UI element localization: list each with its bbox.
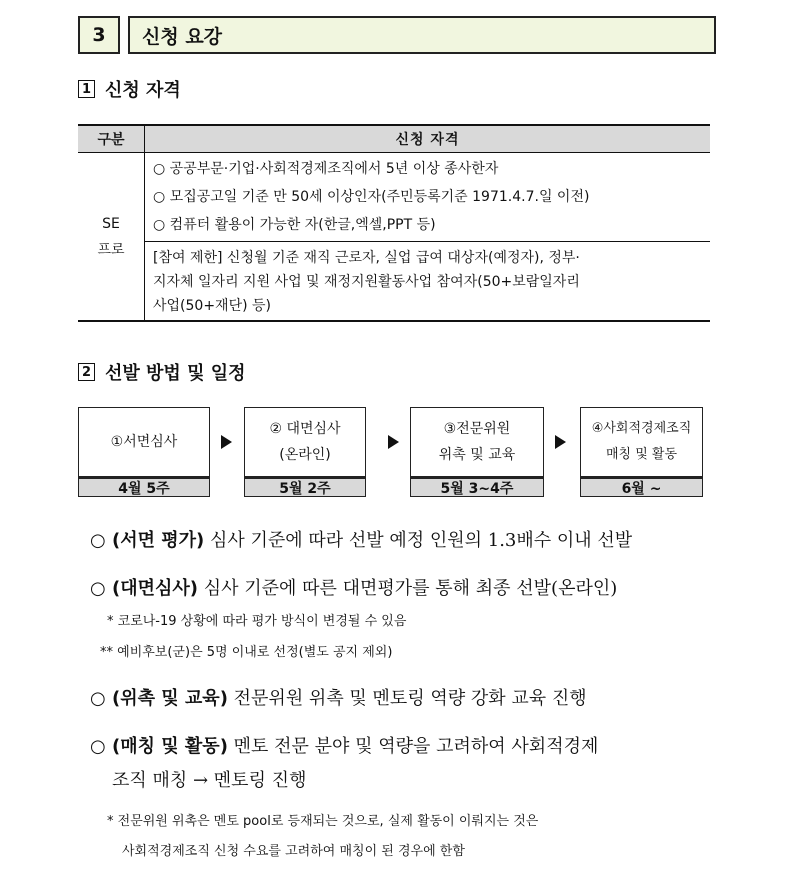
bullet-text: 심사 기준에 따른 대면평가를 통해 최종 선발(온라인) [198,578,618,599]
note-mentor-pool-line2: 사회적경제조직 신청 수요를 고려하여 매칭이 된 경우에 한함 [122,844,465,859]
flow-stage-interview [244,407,366,497]
subsection-number-2: 2 [78,363,95,381]
stage-date: 5월 3~4주 [410,477,544,497]
subsection-selection-heading [78,359,246,385]
bullet-appointment [90,684,587,710]
stage-sublabel: (온라인) [279,447,331,463]
flow-stage-matching [580,407,703,497]
condition-item: ○ 컴퓨터 활용이 가능한 자(한글,엑셀,PPT 등) [153,217,436,233]
restriction-line: [참여 제한] 신청월 기준 재직 근로자, 실업 급여 대상자(예정자), 정부· [153,250,580,266]
bullet-bold: (매칭 및 활동) [112,736,228,757]
flow-arrow-icon [221,435,232,449]
participation-restriction [145,241,710,320]
bullet-mark: ○ [90,530,106,551]
bullet-bold: (대면심사) [112,578,199,599]
section-title: 신청 요강 [128,16,716,54]
selection-flow [78,407,718,497]
note-mentor-pool-line1: * 전문위원 위촉은 멘토 pool로 등재되는 것으로, 실제 활동이 이뤄지는 것은 [107,814,539,829]
bullet-matching-continued: 조직 매칭 → 멘토링 진행 [112,770,307,791]
note-reserve-candidates: ** 예비후보(군)은 5명 이내로 선정(별도 공지 제외) [100,645,393,660]
table-header-row [78,124,710,153]
stage-date: 4월 5주 [78,477,210,497]
stage-label: ③전문위원 [443,421,511,437]
subsection-title-2: 선발 방법 및 일정 [105,363,246,384]
subsection-title-1: 신청 자격 [105,80,181,101]
qualification-table [78,124,710,322]
bullet-bold: (서면 평가) [112,530,205,551]
flow-stage-document-review [78,407,210,497]
condition-item: ○ 모집공고일 기준 만 50세 이상인자(주민등록기준 1971.4.7.일 이전) [153,189,590,205]
note-covid: * 코로나-19 상황에 따라 평가 방식이 변경될 수 있음 [107,614,407,629]
subsection-number-1: 1 [78,80,95,98]
bullet-mark: ○ [90,688,106,709]
restriction-line: 사업(50+재단) 등) [153,298,272,314]
bullet-text: 전문위원 위촉 및 멘토링 역량 강화 교육 진행 [227,688,587,709]
flow-arrow-icon [555,435,566,449]
bullet-text: 심사 기준에 따라 선발 예정 인원의 1.3배수 이내 선발 [204,530,633,551]
subsection-qualification-heading [78,76,181,102]
flow-arrow-icon [388,435,399,449]
table-qualification-cell [145,153,710,320]
bullet-text: 멘토 전문 분야 및 역량을 고려하여 사회적경제 [227,736,599,757]
section-header [78,16,718,56]
stage-sublabel: 위촉 및 교육 [438,447,516,463]
table-row [78,153,710,322]
table-header-category: 구분 [78,126,145,152]
bullet-document-review [90,526,632,552]
stage-date: 5월 2주 [244,477,366,497]
table-category-cell [78,153,145,320]
category-line-1: SE [102,215,120,232]
stage-sublabel: 매칭 및 활동 [605,447,678,462]
table-header-qualification: 신청 자격 [395,132,460,148]
stage-date: 6월 ~ [580,477,703,497]
bullet-mark: ○ [90,736,106,757]
bullet-mark: ○ [90,578,106,599]
bullet-matching [90,732,598,758]
stage-label: ④사회적경제조직 [591,421,692,436]
stage-label: ② 대면심사 [269,421,341,437]
bullet-bold: (위촉 및 교육) [112,688,228,709]
category-line-2: 프로 [97,241,125,258]
condition-item: ○ 공공부문·기업·사회적경제조직에서 5년 이상 종사한자 [153,161,499,177]
stage-label: ①서면심사 [110,434,178,450]
restriction-line: 지자체 일자리 지원 사업 및 재정지원활동사업 참여자(50+보람일자리 [153,274,580,290]
section-number: 3 [78,16,120,54]
flow-stage-appointment [410,407,544,497]
bullet-interview [90,574,617,600]
